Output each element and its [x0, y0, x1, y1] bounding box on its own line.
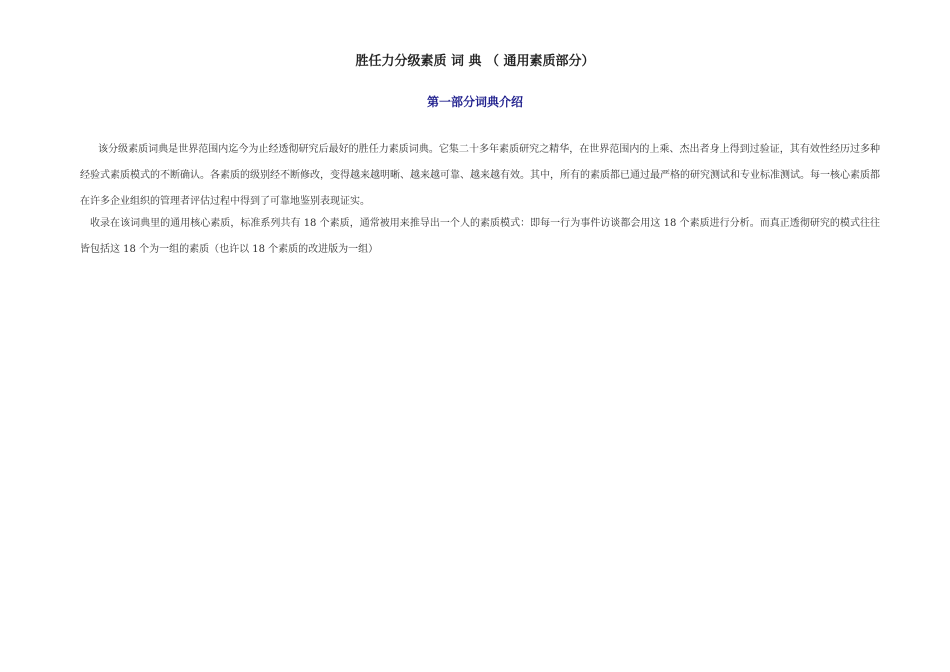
intro-paragraph: 该分级素质词典是世界范围内迄今为止经透彻研究后最好的胜任力素质词典。它集二十多年素质研究之精华，在世界范围内的上乘、杰出者身上得到过验证，其有效性经历过多种经验式素质模式的不断确认。各素质的级别经不断修改，变得越来越明晰、越来越可靠、越来越有效。其中，所有的素质都已通过最严格的研究测试和专业标准测试。每一核心素质都在许多企业组织的管理者评估过程中得到了可靠地鉴别表现证实。: [80, 144, 880, 207]
core-competencies-paragraph: 收录在该词典里的通用核心素质，标准系列共有 18 个素质，通常被用来推导出一个人的素质模式：即每一行为事件访谈都会用这 18 个素质进行分析。而真正透彻研究的模式往往皆包括这 18 个为一组的素质（也许以 18 个素质的改进版为一组）: [80, 218, 880, 255]
section-heading: 第一部分词典介绍: [426, 95, 523, 109]
document-title: 胜任力分级素质 词 典 （ 通用素质部分）: [355, 54, 595, 69]
